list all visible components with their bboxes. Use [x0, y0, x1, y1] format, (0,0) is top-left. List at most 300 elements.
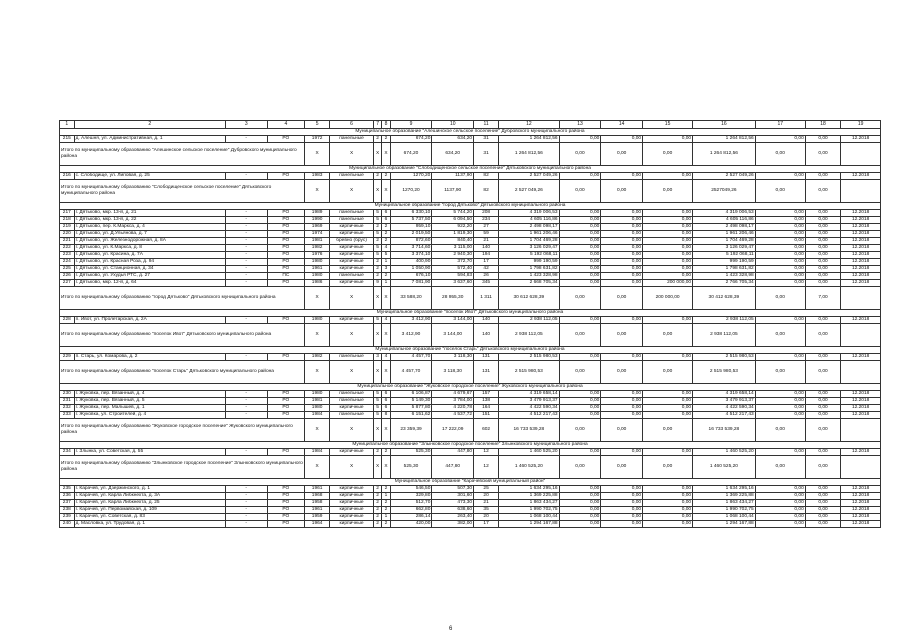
table-cell: 1982 — [305, 245, 330, 252]
total-cell: 0,00 — [559, 361, 601, 384]
table-cell: РО — [267, 398, 305, 405]
municipality-section-header — [60, 310, 881, 317]
table-cell: РО — [267, 449, 305, 456]
total-cell: X — [382, 361, 390, 384]
table-cell: 157 — [474, 391, 499, 398]
total-cell: X — [330, 143, 374, 166]
table-cell: 0,00 — [559, 317, 601, 324]
table-cell: 0,00 — [643, 514, 693, 521]
table-cell: 229 — [60, 354, 75, 361]
table-cell: панельные — [330, 398, 374, 405]
table-cell: 12.2018 — [841, 252, 881, 259]
table-cell: 12.2018 — [841, 224, 881, 231]
table-cell: 0,00 — [805, 514, 840, 521]
table-cell: 1 990 702,75 — [693, 507, 756, 514]
total-cell: 1 460 525,20 — [499, 456, 560, 479]
table-cell: 6 094,50 — [432, 217, 474, 224]
table-cell: 0,00 — [755, 521, 805, 528]
total-cell: X — [330, 180, 374, 203]
table-cell: - — [225, 354, 267, 361]
column-number-cell: 3 — [225, 121, 267, 129]
table-cell: 6 151,62 — [390, 412, 432, 419]
table-cell: 25 — [474, 486, 499, 493]
table-row — [60, 266, 881, 273]
table-cell: - — [225, 412, 267, 419]
table-cell: панельные — [330, 354, 374, 361]
table-cell: 5 — [373, 391, 381, 398]
table-cell: РО — [267, 238, 305, 245]
section-title: Муниципальное образование "поселок Ивот" Дятьковского муниципального района — [60, 310, 881, 317]
table-cell: 447,80 — [432, 449, 474, 456]
table-cell: 6 — [382, 398, 390, 405]
table-row — [60, 224, 881, 231]
table-cell: 1961 — [305, 266, 330, 273]
total-cell: 0,00 — [601, 180, 643, 203]
total-empty-cell — [841, 143, 881, 166]
section-title: Муниципальное образование "город Дятьково" Дятьковского муниципального района — [60, 203, 881, 210]
table-cell: кирпичные — [330, 500, 374, 507]
total-cell: 7,00 — [805, 287, 840, 310]
total-cell: X — [373, 361, 381, 384]
table-cell: 4 319 006,53 — [499, 210, 560, 217]
table-cell: 3 479 913,37 — [693, 398, 756, 405]
table-cell: 0,00 — [601, 486, 643, 493]
table-cell: 0,00 — [755, 231, 805, 238]
table-cell: 0,00 — [601, 217, 643, 224]
total-cell: 0,00 — [601, 456, 643, 479]
municipality-section-header — [60, 129, 881, 136]
municipality-section-header — [60, 347, 881, 354]
table-cell: 218 — [60, 217, 75, 224]
total-cell: 1270,20 — [390, 180, 432, 203]
total-cell: 12 — [474, 456, 499, 479]
total-cell: 0,00 — [755, 143, 805, 166]
table-cell: 5 — [373, 252, 381, 259]
total-cell: X — [382, 456, 390, 479]
table-cell: 1 798 631,82 — [499, 266, 560, 273]
section-title: Муниципальное образование "Слободищенское сельское поселение" Дятьковского муниципального района — [60, 166, 881, 173]
total-cell: 674,20 — [390, 143, 432, 166]
total-cell: 0,00 — [755, 324, 805, 347]
table-cell: 1 — [382, 514, 390, 521]
table-cell: РО — [267, 245, 305, 252]
table-cell: - — [225, 514, 267, 521]
table-cell: 12.2018 — [841, 507, 881, 514]
table-cell: панельные — [330, 210, 374, 217]
table-cell: 1 264 812,56 — [693, 136, 756, 143]
total-cell: 0,00 — [755, 361, 805, 384]
table-cell: 3 115,00 — [432, 245, 474, 252]
table-cell: 0,00 — [755, 238, 805, 245]
table-cell: - — [225, 238, 267, 245]
table-cell: 1 — [382, 280, 390, 287]
table-cell: 1 634 295,16 — [499, 486, 560, 493]
table-cell: 1990 — [305, 217, 330, 224]
table-cell: 2 938 112,05 — [499, 317, 560, 324]
table-cell: 12.2018 — [841, 217, 881, 224]
table-cell: 12.2018 — [841, 259, 881, 266]
table-cell: 0,00 — [643, 449, 693, 456]
total-cell: 0,00 — [643, 324, 693, 347]
table-cell: 0,00 — [805, 500, 840, 507]
table-cell: 0,00 — [601, 245, 643, 252]
total-cell: 17 222,09 — [432, 419, 474, 442]
table-cell: РО — [267, 507, 305, 514]
table-cell: 0,00 — [601, 317, 643, 324]
table-cell: 4 457,70 — [390, 354, 432, 361]
total-empty-cell — [841, 419, 881, 442]
table-cell: 872,60 — [390, 238, 432, 245]
table-cell: 0,00 — [805, 245, 840, 252]
table-cell: 2 668 705,34 — [499, 280, 560, 287]
table-cell: 1137,90 — [432, 173, 474, 180]
table-row — [60, 136, 881, 143]
section-title: Муниципальное образование "поселок Старь" Дятьковского муниципального района — [60, 347, 881, 354]
table-cell: 0,00 — [643, 521, 693, 528]
table-cell: 224 — [60, 259, 75, 266]
table-cell: 1983 — [305, 173, 330, 180]
table-row — [60, 238, 881, 245]
total-cell: 0,00 — [805, 456, 840, 479]
table-cell: кирпичные — [330, 231, 374, 238]
table-cell: 3 637,60 — [432, 280, 474, 287]
table-cell: 2 — [382, 238, 390, 245]
table-cell: РО — [267, 231, 305, 238]
total-cell: 0,00 — [601, 287, 643, 310]
table-cell: - — [225, 317, 267, 324]
table-cell: 12.2018 — [841, 405, 881, 412]
table-cell: 0,00 — [559, 521, 601, 528]
table-cell: РО — [267, 266, 305, 273]
column-number-cell: 6 — [330, 121, 374, 129]
table-row — [60, 521, 881, 528]
table-cell: 2 527 049,26 — [693, 173, 756, 180]
table-cell: 217 — [60, 210, 75, 217]
total-cell: X — [382, 143, 390, 166]
table-row — [60, 231, 881, 238]
table-cell: г. Дятьково, пер. К.Маркса, д. 4 — [74, 224, 225, 231]
table-cell: 0,00 — [755, 273, 805, 280]
table-cell: 0,00 — [755, 514, 805, 521]
total-cell: 28 955,30 — [432, 287, 474, 310]
table-cell: 0,00 — [755, 224, 805, 231]
section-title: Муниципальное образование "Алешинское сельское поселение" Дубровского муниципального района — [60, 129, 881, 136]
table-row — [60, 412, 881, 419]
table-cell: 0,00 — [643, 224, 693, 231]
total-cell: 0,00 — [805, 143, 840, 166]
table-cell: 1980 — [305, 259, 330, 266]
table-cell: 2 766 705,34 — [693, 280, 756, 287]
table-cell: 4 605 116,86 — [499, 217, 560, 224]
table-cell: 5 — [373, 317, 381, 324]
table-cell: 20 — [474, 493, 499, 500]
table-cell: РО — [267, 493, 305, 500]
table-cell: 4 319 006,53 — [693, 210, 756, 217]
table-cell: 634,20 — [432, 136, 474, 143]
table-cell: 140 — [474, 245, 499, 252]
table-cell: 2 — [382, 507, 390, 514]
table-row — [60, 280, 881, 287]
total-cell: 23 359,39 — [390, 419, 432, 442]
table-cell: 0,00 — [805, 507, 840, 514]
table-cell: 2 498 098,17 — [693, 224, 756, 231]
table-cell: РО — [267, 405, 305, 412]
table-cell: 26 — [474, 273, 499, 280]
table-cell: 5 — [373, 217, 381, 224]
table-cell: 0,00 — [643, 266, 693, 273]
table-cell: г. Жуковка, пер. Вязанный, д. 4 — [74, 391, 225, 398]
table-cell: 0,00 — [559, 238, 601, 245]
table-cell: 507,30 — [432, 486, 474, 493]
table-cell: 5 — [373, 231, 381, 238]
column-number-cell: 10 — [432, 121, 474, 129]
table-cell: 0,00 — [755, 493, 805, 500]
table-cell: 4 — [382, 245, 390, 252]
total-cell: X — [305, 180, 330, 203]
table-cell: 3 714,60 — [390, 245, 432, 252]
table-cell: 8 — [382, 412, 390, 419]
table-cell: 2 — [373, 500, 381, 507]
table-cell: 0,00 — [805, 405, 840, 412]
table-cell: п. Ивот, ул. Пролетарская, д. 2А — [74, 317, 225, 324]
section-title: Муниципальное образование "Жуковское городское поселение" Жуковского муниципального района — [60, 384, 881, 391]
table-cell: 12.2018 — [841, 210, 881, 217]
total-cell: 0,00 — [755, 419, 805, 442]
total-cell: 0,00 — [805, 324, 840, 347]
table-cell: 240 — [60, 521, 75, 528]
table-cell: 1981 — [305, 398, 330, 405]
table-cell: кирпичные — [330, 507, 374, 514]
table-cell: 0,00 — [643, 210, 693, 217]
table-cell: панельные — [330, 391, 374, 398]
table-cell: 2 — [382, 500, 390, 507]
total-cell: 16 733 539,28 — [499, 419, 560, 442]
total-cell: 2 515 980,53 — [499, 361, 560, 384]
total-cell: X — [382, 287, 390, 310]
table-cell: 5 192 068,11 — [499, 252, 560, 259]
table-row — [60, 259, 881, 266]
table-cell: 12 — [474, 449, 499, 456]
table-cell: 1959 — [305, 514, 330, 521]
table-cell: 0,00 — [805, 486, 840, 493]
table-row — [60, 317, 881, 324]
table-cell: кирпичные — [330, 405, 374, 412]
table-cell: - — [225, 173, 267, 180]
table-cell: 2 515 980,53 — [693, 354, 756, 361]
table-cell: 223 — [60, 252, 75, 259]
table-cell: 2 — [373, 259, 381, 266]
table-cell: 0,00 — [643, 391, 693, 398]
table-cell: 4 422 590,34 — [693, 405, 756, 412]
table-row — [60, 398, 881, 405]
table-cell: 12.2018 — [841, 354, 881, 361]
table-cell: панельные — [330, 273, 374, 280]
total-cell: X — [330, 361, 374, 384]
table-cell: 6 330,10 — [390, 210, 432, 217]
column-number-cell: 12 — [499, 121, 560, 129]
municipality-section-header — [60, 203, 881, 210]
table-cell: 0,00 — [643, 252, 693, 259]
total-row — [60, 180, 881, 203]
table-cell: 5 — [373, 412, 381, 419]
table-cell: г. Дятьково, ул. Железнодорожная, д. 8А — [74, 238, 225, 245]
table-cell: 0,00 — [559, 514, 601, 521]
table-cell: 0,00 — [643, 231, 693, 238]
table-cell: 0,00 — [559, 493, 601, 500]
table-cell: 0,00 — [601, 507, 643, 514]
table-cell: - — [225, 521, 267, 528]
table-cell: 0,00 — [755, 245, 805, 252]
table-cell: 1989 — [305, 210, 330, 217]
table-cell: 1 460 525,20 — [499, 449, 560, 456]
table-cell: 2 — [373, 273, 381, 280]
table-cell: г. Дятьково, ул. Красная Роза, д. 94 — [74, 259, 225, 266]
table-cell: 12.2018 — [841, 173, 881, 180]
table-cell: 1958 — [305, 500, 330, 507]
table-cell: 6 106,87 — [390, 391, 432, 398]
table-cell: г. Дятьково, ул. К.Маркса, д. 8 — [74, 245, 225, 252]
table-cell: 1 068 100,44 — [499, 514, 560, 521]
table-cell: 3 374,10 — [390, 252, 432, 259]
table-cell: РО — [267, 252, 305, 259]
table-cell: 7 081,90 — [390, 280, 432, 287]
total-cell: 0,00 — [559, 419, 601, 442]
table-cell: 1982 — [305, 354, 330, 361]
column-number-cell: 7 — [373, 121, 381, 129]
table-cell: 3 118,30 — [432, 354, 474, 361]
table-cell: 1984 — [305, 449, 330, 456]
table-cell: 572,40 — [432, 266, 474, 273]
table-cell: 5 — [373, 398, 381, 405]
table-cell: - — [225, 273, 267, 280]
table-cell: 12.2018 — [841, 273, 881, 280]
table-cell: 2 — [373, 173, 381, 180]
table-cell: 512,70 — [390, 500, 432, 507]
table-cell: 1 990 702,75 — [499, 507, 560, 514]
table-cell: 0,00 — [559, 500, 601, 507]
table-cell: 0,00 — [805, 217, 840, 224]
total-cell: 30 412 628,39 — [693, 287, 756, 310]
table-cell: 12.2018 — [841, 280, 881, 287]
table-cell: - — [225, 391, 267, 398]
table-cell: 1968 — [305, 493, 330, 500]
table-row — [60, 354, 881, 361]
total-cell: 0,00 — [559, 324, 601, 347]
table-cell: 59 — [474, 231, 499, 238]
table-cell: 138 — [474, 398, 499, 405]
table-cell: 0,00 — [755, 500, 805, 507]
column-number-cell: 11 — [474, 121, 499, 129]
table-cell: 1 863 434,27 — [499, 500, 560, 507]
total-cell: X — [330, 456, 374, 479]
table-cell: 0,00 — [601, 412, 643, 419]
column-number-cell: 18 — [805, 121, 840, 129]
table-cell: 286,14 — [390, 514, 432, 521]
table-cell: 222 — [60, 245, 75, 252]
table-cell: 1974 — [305, 231, 330, 238]
table-cell: 219 — [60, 224, 75, 231]
table-cell: 0,00 — [601, 273, 643, 280]
table-cell: 1 294 167,88 — [693, 521, 756, 528]
table-cell: 1 — [382, 259, 390, 266]
table-cell: 2 — [382, 136, 390, 143]
total-cell: 0,00 — [643, 143, 693, 166]
table-cell: 0,00 — [601, 391, 643, 398]
table-cell: кирпичные — [330, 259, 374, 266]
total-cell: 0,00 — [559, 180, 601, 203]
table-cell: 0,00 — [601, 136, 643, 143]
total-row — [60, 324, 881, 347]
table-cell: 345 — [474, 280, 499, 287]
total-cell: 33 588,20 — [390, 287, 432, 310]
total-label: Итого по муниципальному образованию "поселок Старь" Дятьковского муниципального района — [60, 361, 305, 384]
table-cell: 2 515 980,53 — [499, 354, 560, 361]
table-cell: 27 — [474, 224, 499, 231]
table-cell: 1 294 167,88 — [499, 521, 560, 528]
table-cell: 230 — [60, 391, 75, 398]
table-cell: 0,00 — [755, 507, 805, 514]
table-cell: 0,00 — [643, 354, 693, 361]
table-cell: 0,00 — [755, 486, 805, 493]
table-cell: 4 679,67 — [432, 391, 474, 398]
table-cell: 231 — [60, 398, 75, 405]
table-cell: 2 019,50 — [390, 231, 432, 238]
table-cell: РО — [267, 412, 305, 419]
table-cell: с. Слободище, ул. Липовая, д. 25 — [74, 173, 225, 180]
table-cell: г. Жуковка, ул. Строителей, д. 4 — [74, 412, 225, 419]
table-cell: 0,00 — [805, 521, 840, 528]
table-cell: 0,00 — [601, 493, 643, 500]
table-row — [60, 245, 881, 252]
total-cell: X — [373, 287, 381, 310]
table-cell: 1976 — [305, 252, 330, 259]
table-cell: 216 — [60, 173, 75, 180]
table-cell: 12.2018 — [841, 317, 881, 324]
table-cell: 2 — [373, 521, 381, 528]
table-cell: 2 — [382, 231, 390, 238]
table-cell: - — [225, 507, 267, 514]
total-empty-cell — [841, 456, 881, 479]
table-cell: 12.2018 — [841, 238, 881, 245]
total-cell: 200 000,00 — [643, 287, 693, 310]
table-cell: 840,40 — [432, 238, 474, 245]
table-cell: 35 — [474, 507, 499, 514]
total-cell: 1 460 525,20 — [693, 456, 756, 479]
table-cell: 1961 — [305, 507, 330, 514]
table-cell: 4 512 217,43 — [693, 412, 756, 419]
table-cell: 0,00 — [643, 259, 693, 266]
table-cell: 1980 — [305, 317, 330, 324]
table-cell: кирпичные — [330, 280, 374, 287]
table-cell: 42 — [474, 266, 499, 273]
table-cell: РО — [267, 259, 305, 266]
table-cell: 0,00 — [805, 280, 840, 287]
total-cell: X — [382, 324, 390, 347]
table-cell: 2 — [373, 486, 381, 493]
table-cell: 82 — [474, 173, 499, 180]
table-cell: 3 412,90 — [390, 317, 432, 324]
table-cell: 1981 — [305, 238, 330, 245]
table-cell: 1961 — [305, 486, 330, 493]
total-cell: 0,00 — [559, 287, 601, 310]
table-cell: панельные — [330, 136, 374, 143]
table-cell: 12.2018 — [841, 136, 881, 143]
table-cell: 4 — [382, 317, 390, 324]
table-row — [60, 217, 881, 224]
table-cell: 4 537,72 — [432, 412, 474, 419]
table-cell: 237 — [60, 500, 75, 507]
table-cell: кирпичные — [330, 266, 374, 273]
